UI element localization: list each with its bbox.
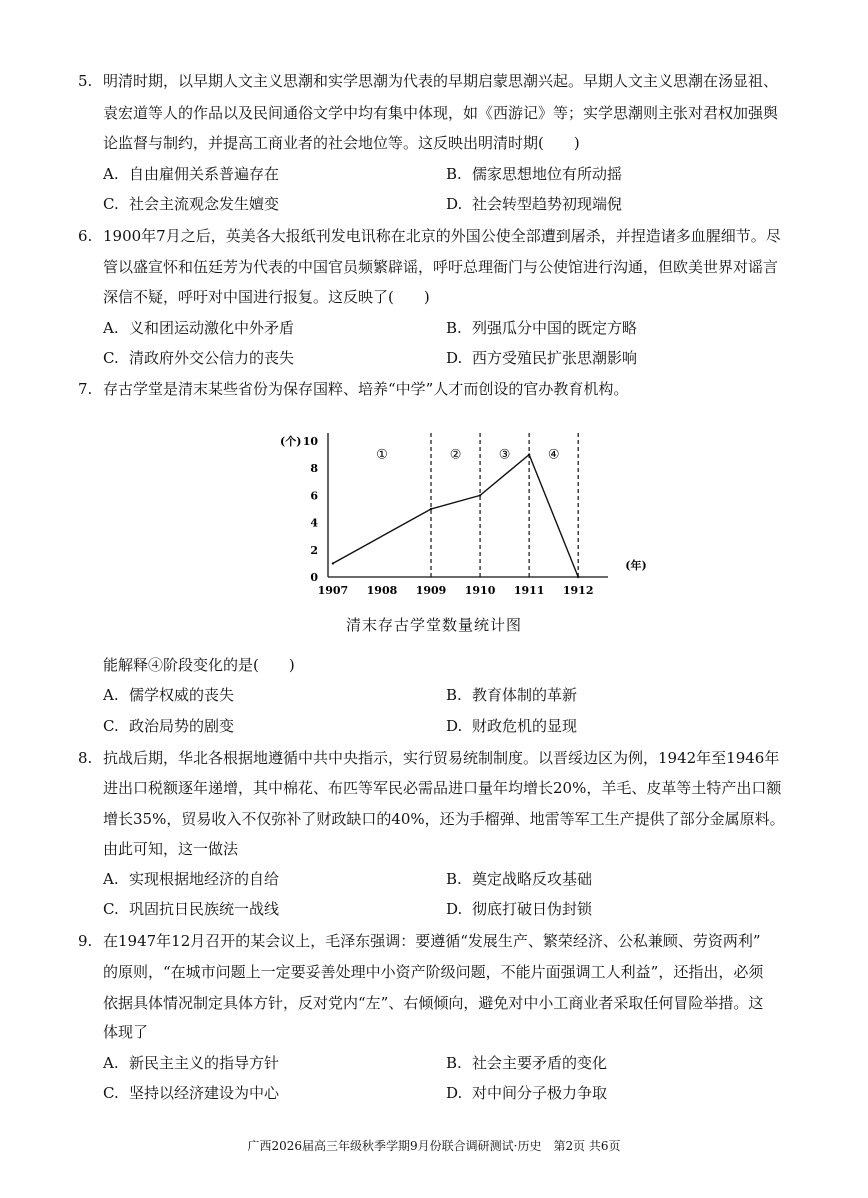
option-letter: A. bbox=[103, 165, 119, 183]
question-number: 9. bbox=[78, 932, 93, 950]
stage-label: ② bbox=[449, 447, 462, 463]
option-letter: A. bbox=[103, 686, 119, 704]
option-text: 政治局势的剧变 bbox=[129, 717, 235, 735]
question-stem-line: 袁宏道等人的作品以及民间通俗文学中均有集中体现，如《西游记》等；实学思潮则主张对君权加强舆 bbox=[103, 104, 779, 122]
data-point bbox=[430, 508, 432, 510]
option-text: 彻底打破日伪封锁 bbox=[472, 900, 593, 918]
stage-label: ③ bbox=[498, 447, 511, 463]
option-letter: B. bbox=[446, 1054, 462, 1072]
option-letter: D. bbox=[446, 1084, 463, 1102]
x-tick-label: 1910 bbox=[464, 584, 496, 597]
question-prompt: 能解释④阶段变化的是( ) bbox=[103, 656, 295, 674]
question-stem-line: 依据具体情况制定具体方针，反对党内“左”、右倾倾向，避免对中小工商业者采取任何冒险举措。这 bbox=[103, 994, 764, 1012]
option-letter: D. bbox=[446, 195, 463, 213]
question-stem-line: 的原则，“在城市问题上一定要妥善处理中小资产阶级问题，不能片面强调工人利益”，还指出，必须 bbox=[103, 963, 764, 981]
option-letter: A. bbox=[103, 870, 119, 888]
school-count-chart bbox=[262, 425, 647, 605]
question-stem-line: 增长35%，贸易收入不仅弥补了财政缺口的40%，还为手榴弹、地雷等军工生产提供了部分金属原料。 bbox=[103, 810, 785, 828]
option-letter: C. bbox=[103, 900, 119, 918]
option-text: 自由雇佣关系普遍存在 bbox=[129, 165, 280, 183]
data-point bbox=[479, 494, 481, 496]
option-letter: D. bbox=[446, 717, 463, 735]
option-letter: A. bbox=[103, 319, 119, 337]
option-text: 清政府外交公信力的丧失 bbox=[129, 349, 295, 367]
option-letter: C. bbox=[103, 349, 119, 367]
stage-label: ① bbox=[376, 447, 388, 463]
x-tick-label: 1908 bbox=[366, 584, 398, 597]
question-stem-line: 存古学堂是清末某些省份为保存国粹、培养“中学”人才而创设的官办教育机构。 bbox=[103, 380, 629, 398]
question-stem-line: 在1947年12月召开的某会议上，毛泽东强调：要遵循“发展生产、繁荣经济、公私兼顾、劳资两利” bbox=[103, 932, 761, 950]
option-text: 社会主要矛盾的变化 bbox=[472, 1054, 608, 1072]
option-text: 教育体制的革新 bbox=[472, 686, 578, 704]
question-stem-line: 由此可知，这一做法 bbox=[103, 840, 239, 858]
y-tick-label: 8 bbox=[310, 462, 318, 476]
y-tick-label: 4 bbox=[310, 516, 318, 530]
option-letter: A. bbox=[103, 1054, 119, 1072]
option-letter: D. bbox=[446, 349, 463, 367]
data-point bbox=[528, 453, 530, 455]
stage-label: ④ bbox=[547, 447, 560, 463]
question-stem-line: 抗战后期，华北各根据地遵循中共中央指示，实行贸易统制制度。以晋绥边区为例，1942年至1946年 bbox=[103, 749, 780, 767]
data-point bbox=[332, 562, 334, 564]
question-number: 7. bbox=[78, 380, 93, 398]
x-tick-label: 1909 bbox=[415, 584, 447, 597]
x-tick-label: 1912 bbox=[562, 584, 594, 597]
page-footer: 广西2026届高三年级秋季学期9月份联合调研测试·历史 第2页 共6页 bbox=[247, 1139, 621, 1153]
option-text: 列强瓜分中国的既定方略 bbox=[472, 319, 638, 337]
option-text: 新民主主义的指导方针 bbox=[129, 1054, 280, 1072]
option-text: 社会转型趋势初现端倪 bbox=[472, 195, 623, 213]
y-axis-unit: (个) bbox=[280, 435, 302, 448]
question-number: 8. bbox=[78, 749, 93, 767]
option-text: 社会主流观念发生嬗变 bbox=[129, 195, 280, 213]
option-letter: D. bbox=[446, 900, 463, 918]
option-text: 儒家思想地位有所动摇 bbox=[472, 165, 623, 183]
question-stem-line: 体现了 bbox=[103, 1023, 149, 1041]
question-number: 5. bbox=[78, 72, 93, 90]
option-text: 义和团运动激化中外矛盾 bbox=[129, 319, 295, 337]
x-tick-label: 1911 bbox=[513, 584, 545, 597]
option-letter: B. bbox=[446, 870, 462, 888]
option-text: 对中间分子极力争取 bbox=[472, 1084, 608, 1102]
y-tick-label: 6 bbox=[310, 489, 318, 503]
question-number: 6. bbox=[78, 227, 93, 245]
option-letter: C. bbox=[103, 1084, 119, 1102]
chart-caption: 清末存古学堂数量统计图 bbox=[345, 616, 522, 634]
option-letter: C. bbox=[103, 717, 119, 735]
question-stem-line: 进出口税额逐年递增，其中棉花、布匹等军民必需品进口量年均增长20%，羊毛、皮革等土特产出口额 bbox=[103, 779, 782, 797]
option-text: 巩固抗日民族统一战线 bbox=[129, 900, 280, 918]
option-text: 实现根据地经济的自给 bbox=[129, 870, 280, 888]
x-axis-unit: (年) bbox=[625, 559, 647, 572]
option-text: 坚持以经济建设为中心 bbox=[129, 1084, 280, 1102]
question-stem-line: 1900年7月之后，英美各大报纸刊发电讯称在北京的外国公使全部遭到屠杀，并捏造诸多血腥细节。尽 bbox=[103, 227, 781, 245]
y-tick-label: 10 bbox=[302, 435, 318, 448]
question-stem-line: 明清时期，以早期人文主义思潮和实学思潮为代表的早期启蒙思潮兴起。早期人文主义思潮在汤显祖、 bbox=[103, 72, 779, 90]
option-text: 财政危机的显现 bbox=[472, 717, 578, 735]
series-line bbox=[333, 455, 578, 577]
data-point bbox=[577, 576, 579, 578]
question-stem-line: 管以盛宣怀和伍廷芳为代表的中国官员频繁辟谣，呼吁总理衙门与公使馆进行沟通，但欧美世界对谣言 bbox=[103, 258, 779, 276]
option-text: 西方受殖民扩张思潮影响 bbox=[472, 349, 638, 367]
y-tick-label: 2 bbox=[310, 543, 318, 557]
option-letter: B. bbox=[446, 319, 462, 337]
y-tick-label: 0 bbox=[310, 571, 318, 584]
option-letter: B. bbox=[446, 165, 462, 183]
option-text: 奠定战略反攻基础 bbox=[472, 870, 593, 888]
question-stem-line: 深信不疑，呼吁对中国进行报复。这反映了( ) bbox=[103, 288, 430, 306]
option-text: 儒学权威的丧失 bbox=[129, 686, 235, 704]
question-stem-line: 论监督与制约，并提高工商业者的社会地位等。这反映出明清时期( ) bbox=[103, 134, 580, 152]
option-letter: C. bbox=[103, 195, 119, 213]
option-letter: B. bbox=[446, 686, 462, 704]
x-tick-label: 1907 bbox=[317, 584, 349, 597]
